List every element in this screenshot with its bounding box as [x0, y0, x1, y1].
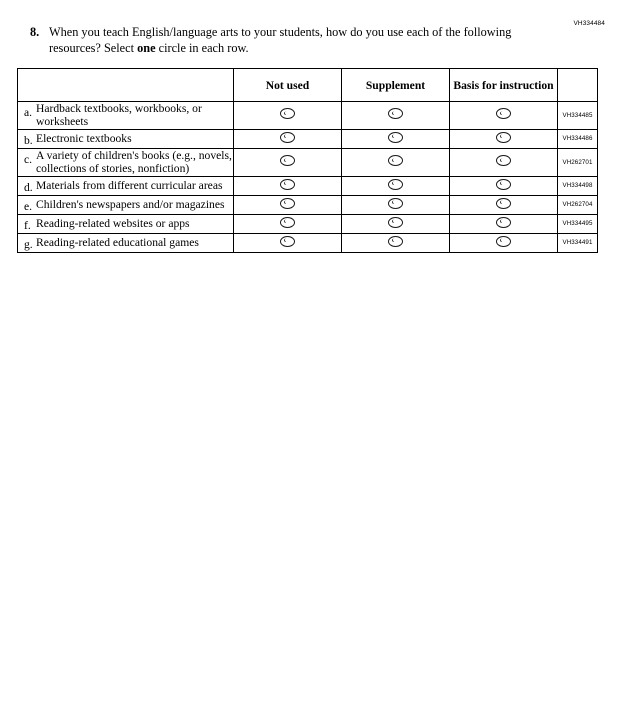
row-stem-f [18, 214, 234, 233]
radio-a-basis-for-instruction[interactable] [450, 102, 558, 130]
radio-c-not-used[interactable] [234, 148, 342, 176]
radio-circle-icon[interactable] [280, 108, 295, 119]
radio-circle-icon[interactable] [280, 179, 295, 190]
table-row [18, 176, 598, 195]
row-label: A variety of children's books (e.g., novels, collections of stories, nonfiction) [36, 148, 232, 176]
row-code: VH334495 [558, 214, 598, 233]
radio-circle-icon[interactable] [280, 132, 295, 143]
row-label: Reading-related websites or apps [36, 216, 190, 230]
row-label: Hardback textbooks, workbooks, or worksheets [36, 102, 202, 129]
radio-g-basis-for-instruction[interactable] [450, 233, 558, 252]
radio-circle-icon[interactable] [496, 217, 511, 228]
radio-c-basis-for-instruction[interactable] [450, 148, 558, 176]
table-row [18, 233, 598, 252]
radio-f-basis-for-instruction[interactable] [450, 214, 558, 233]
row-code: VH334491 [558, 233, 598, 252]
row-letter: b. [24, 133, 33, 147]
row-label: Reading-related educational games [36, 235, 199, 249]
row-stem-e [18, 195, 234, 214]
radio-b-not-used[interactable] [234, 129, 342, 148]
row-stem-g [18, 233, 234, 252]
radio-circle-icon[interactable] [388, 217, 403, 228]
row-letter: d. [24, 180, 33, 194]
question-text [49, 25, 530, 56]
radio-a-not-used[interactable] [234, 102, 342, 130]
row-code: VH334498 [558, 176, 598, 195]
question-text-part2: circle in each row. [155, 40, 249, 55]
radio-f-not-used[interactable] [234, 214, 342, 233]
row-letter: a. [24, 106, 33, 119]
row-stem-c [18, 148, 234, 176]
row-stem-d [18, 176, 234, 195]
radio-g-supplement[interactable] [342, 233, 450, 252]
header-supplement: Supplement [342, 69, 450, 102]
radio-d-not-used[interactable] [234, 176, 342, 195]
radio-circle-icon[interactable] [280, 217, 295, 228]
radio-d-supplement[interactable] [342, 176, 450, 195]
radio-e-not-used[interactable] [234, 195, 342, 214]
radio-circle-icon[interactable] [388, 236, 403, 247]
row-code: VH334486 [558, 129, 598, 148]
radio-c-supplement[interactable] [342, 148, 450, 176]
radio-circle-icon[interactable] [496, 236, 511, 247]
row-stem-a [18, 102, 234, 130]
radio-circle-icon[interactable] [496, 155, 511, 166]
radio-d-basis-for-instruction[interactable] [450, 176, 558, 195]
question-emphasis: one [137, 40, 156, 55]
row-label: Children's newspapers and/or magazines [36, 197, 225, 211]
question-number: 8. [30, 25, 40, 39]
radio-circle-icon[interactable] [496, 198, 511, 209]
header-not-used: Not used [234, 69, 342, 102]
row-letter: e. [24, 199, 33, 213]
radio-circle-icon[interactable] [496, 179, 511, 190]
table-row [18, 195, 598, 214]
radio-circle-icon[interactable] [280, 236, 295, 247]
row-label: Electronic textbooks [36, 132, 132, 146]
header-basis-for-instruction: Basis for instruction [450, 69, 558, 102]
radio-e-basis-for-instruction[interactable] [450, 195, 558, 214]
table-row [18, 214, 598, 233]
radio-circle-icon[interactable] [496, 108, 511, 119]
radio-b-basis-for-instruction[interactable] [450, 129, 558, 148]
row-code: VH334485 [558, 102, 598, 130]
table-row [18, 148, 598, 176]
header-blank-code [558, 69, 598, 102]
radio-g-not-used[interactable] [234, 233, 342, 252]
table-header-row [18, 69, 598, 102]
row-letter: g. [24, 237, 33, 251]
header-blank-stem [18, 69, 234, 102]
row-letter: f. [24, 218, 31, 232]
radio-b-supplement[interactable] [342, 129, 450, 148]
table-row [18, 129, 598, 148]
item-code-top-right: VH334484 [573, 20, 605, 27]
row-stem-b [18, 129, 234, 148]
row-label: Materials from different curricular areas [36, 178, 223, 192]
question-stem [30, 25, 530, 56]
radio-circle-icon[interactable] [388, 198, 403, 209]
radio-circle-icon[interactable] [388, 179, 403, 190]
radio-circle-icon[interactable] [280, 155, 295, 166]
question-text-part1: When you teach English/language arts to your students, how do you use each of the following resources? Select [49, 25, 512, 55]
radio-f-supplement[interactable] [342, 214, 450, 233]
radio-a-supplement[interactable] [342, 102, 450, 130]
row-letter: c. [24, 152, 33, 166]
radio-circle-icon[interactable] [280, 198, 295, 209]
row-code: VH262701 [558, 148, 598, 176]
radio-circle-icon[interactable] [388, 108, 403, 119]
radio-circle-icon[interactable] [388, 132, 403, 143]
response-matrix [17, 68, 598, 253]
radio-circle-icon[interactable] [388, 155, 403, 166]
radio-circle-icon[interactable] [496, 132, 511, 143]
radio-e-supplement[interactable] [342, 195, 450, 214]
table-row [18, 102, 598, 130]
row-code: VH262704 [558, 195, 598, 214]
